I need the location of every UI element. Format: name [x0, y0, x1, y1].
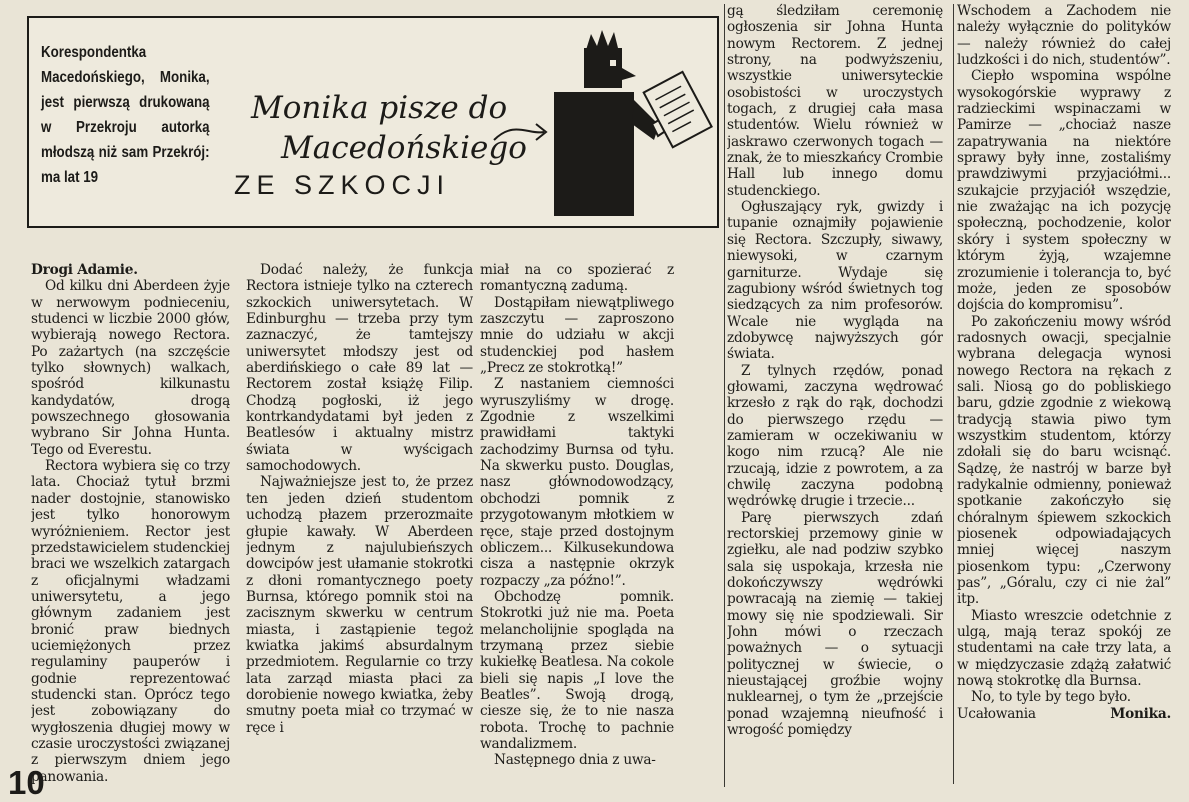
paragraph: Ogłuszający ryk, gwizdy i tupanie oznajmiły pojawienie się Rectora. Szczupły, siwawy, niewysoki, w czarnym garniturze. Wydaje się zagubiony wśród świetnych tog siedzących za nim profesorów. Wcale nie wygląda na zdobywcę najwyższych gór świata. [727, 199, 943, 363]
paragraph: Rectora wybiera się co trzy lata. Chociaż tytuł brzmi nader dostojnie, stanowisko jest tylko honorowym wyróżnieniem. Rector jest przedstawicielem studenckiej braci we wszelkich zatargach z oficjalnymi władzami uniwersytetu, a jego głównym zadaniem jest bronić praw biednych uciemiężonych przez regulaminy pauperów i godnie reprezentować studencki stan. Oprócz tego jest zobowiązany do wygłoszenia długiej mowy w czasie uroczystości związanej z pierwszym dniem jego panowania. [31, 458, 230, 785]
article-column-4 [727, 3, 943, 738]
closing: Ucałowania [957, 705, 1036, 722]
paragraph: Dodać należy, że funkcja Rectora istnieje tylko na czterech szkockich uniwersytetach. W Edinburghu — trzeba przy tym zaznaczyć, że tamtejszy uniwersytet młodszy jest od aberdińskiego o całe 89 lat — Rectorem został książę Filip. Chodzą pogłoski, iż jego kontrkandydatami był jeden z Beatlesów i aktualny mistrz świata w wyścigach samochodowych. [246, 262, 473, 475]
column-divider [724, 4, 725, 787]
headline-script-line-1: Monika pisze do [251, 90, 508, 126]
paragraph: Miasto wreszcie odetchnie z ulgą, mają teraz spokój ze studentami na całe trzy lata, a w międzyczasie zdążą załatwić nową stokrotkę dla Burnsa. [957, 607, 1171, 690]
header-box [27, 16, 719, 228]
salutation: Drogi Adamie. [31, 262, 138, 278]
paragraph: Od kilku dni Aberdeen żyje w nerwowym podnieceniu, studenci w liczbie 2000 głów, wybierają nowego Rectora. Po zażartych (na szczęście tylko słownych) walkach, spośród kilkunastu kandydatów, drogą powszechnego głosowania wybrano Sir Johna Hunta. Tego od Everestu. [31, 278, 230, 458]
paragraph: No, to tyle by tego było. [971, 689, 1131, 706]
man-holding-letter-illustration [484, 20, 716, 226]
paragraph: Najważniejsze jest to, że przez ten jeden dzień studentom uchodzą płazem przerozmaite głupie kawały. W Aberdeen jednym z najulubieńszych dowcipów jest ułamanie stokrotki z dłoni romantycznego poety Burnsa, którego pomnik stoi na zacisznym skwerku w centrum miasta, i zastąpienie tegoż kwiatka jakimś absurdalnym przedmiotem. Regularnie co trzy lata zarząd miasta płaci za dorobienie nowego kwiatka, żeby smutny poeta miał co trzymać w ręce i [246, 474, 473, 736]
closing-line [957, 706, 1171, 722]
paragraph: miał na co spozierać z romantyczną zadumą. [480, 262, 674, 295]
article-column-2 [246, 262, 473, 736]
paragraph: Po zakończeniu mowy wśród radosnych owacji, specjalnie wybrana delegacja wynosi nowego Rectora na rękach z sali. Niosą go do pobliskiego baru, gdzie zgodnie z wiekową tradycją stawia piwo tym wszystkim studentom, którzy zdołali się do baru wcisnąć. Sądzę, że nastrój w barze był radykalnie odmienny, ponieważ spotkanie zakończyło się chóralnym śpiewem szkockich piosenek odpowiadających mniej więcej naszym piosenkom typu: „Czerwony pas”, „Góralu, czy ci nie żal” itp. [957, 313, 1171, 608]
intro-note: Korespondentka Macedońskiego, Monika, jest pierwszą drukowaną w Przekroju autorką młodszą niż sam Przekrój: ma lat 19 [41, 44, 210, 186]
headline-ze-szkocji: ZE SZKOCJI [234, 170, 451, 200]
paragraph: Obchodzę pomnik. Stokrotki już nie ma. Poeta melancholijnie spogląda na trzymaną przez siebie kukiełkę Beatlesa. Na cokole bieli się napis „I love the Beatles”. Swoją drogą, ciesze się, że to nie nasza robota. Trochę to pachnie wandalizmem. [480, 588, 674, 752]
signature: Monika. [1110, 705, 1171, 722]
paragraph: Ciepło wspomina wspólne wysokogórskie wyprawy z radzieckimi wspinaczami w Pamirze — „chociaż nasze zapatrywania na niektóre sprawy były inne, zostaliśmy prawdziwymi przyjaciółmi... szukajcie przyjaciół wszędzie, nie zważając na ich pozycję społeczną, pochodzenie, kolor skóry i system społeczny w którym żyją, wzajemne zrozumienie i tolerancja to, być może, jeden ze sposobów dojścia do kompromisu”. [957, 68, 1171, 314]
paragraph: gą śledziłam ceremonię ogłoszenia sir Johna Hunta nowym Rectorem. Z jednej strony, na podwyższeniu, wszystkie uniwersyteckie osobistości w uroczystych togach, z drugiej cała masa studentów. Wielu również w jaskrawo czerwonych togach — znak, że to mieszkańcy Crombie Hall lub innego domu studenckiego. [727, 3, 943, 199]
column-divider [953, 4, 954, 784]
article-column-1 [31, 262, 230, 785]
article-column-5 [957, 3, 1171, 722]
paragraph: Z nastaniem ciemności wyruszyliśmy w drogę. Zgodnie z wszelkimi prawidłami taktyki zachodzimy Burnsa od tyłu. Na skwerku pusto. Douglas, nasz głównodowodzący, obchodzi pomnik z przygotowanym młotkiem w ręce, staje przed dostojnym obliczem... Kilkusekundowa cisza a następnie okrzyk rozpaczy „za późno!”. [480, 376, 674, 589]
paragraph: Dostąpiłam niewątpliwego zaszczytu — zaproszono mnie do udziału w akcji studenckiej pod hasłem „Precz ze stokrotką!” [480, 294, 674, 377]
paragraph: Parę pierwszych zdań rectorskiej przemowy ginie w zgiełku, ale nad podziw szybko sala się uspokaja, krzesła nie dokończywszy wędrówki powracają na ziemię — takiej mowy się nie spodziewali. Sir John mówi o rzeczach poważnych — o sytuacji politycznej w świecie, o nieustającej groźbie wojny nuklearnej, o tym że „przejście ponad wzajemną nieufność i wrogość pomiędzy [727, 509, 943, 739]
page-number: 10 [8, 764, 45, 801]
paragraph: Z tylnych rzędów, ponad głowami, zaczyna wędrować krzesło z rąk do rąk, dochodzi do pierwszego rzędu — zamieram w oczekiwaniu w kogo nim rzucą? Ale nie rzucają, idzie z powrotem, a za chwilę zaczyna podobną wędrówkę drugie i trzecie... [727, 362, 943, 510]
headline-script-line-2: Macedońskiego [281, 130, 527, 166]
paragraph: Wschodem a Zachodem nie należy wyłącznie do polityków — należy również do całej ludzkości i do nich, studentów”. [957, 3, 1171, 69]
paragraph: Następnego dnia z uwa- [494, 752, 656, 769]
article-column-3 [480, 262, 674, 769]
